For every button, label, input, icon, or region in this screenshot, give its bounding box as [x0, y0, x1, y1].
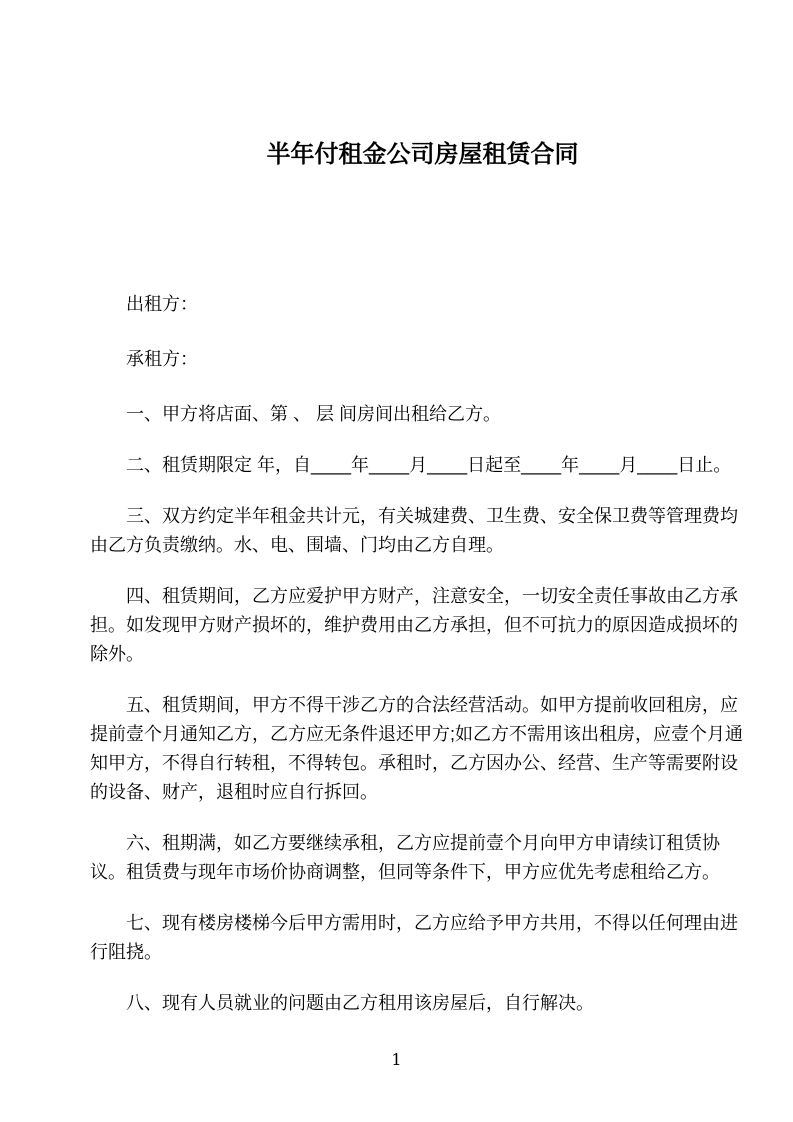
clause-3: 三、双方约定半年租金共计元，有关城建费、卫生费、安全保卫费等管理费均由乙方负责缴纳。水、电、围墙、门均由乙方自理。 [90, 506, 738, 555]
lessor-line: 出租方： [126, 294, 198, 314]
clause-8: 八、现有人员就业的问题由乙方租用该房屋后，自行解决。 [126, 993, 594, 1013]
clause-4: 四、租赁期间，乙方应爱护甲方财产，注意安全，一切安全责任事故由乙方承担。如发现甲方财产损坏的，维护费用由乙方承担，但不可抗力的原因造成损坏的除外。 [90, 586, 738, 664]
clause-5: 五、租赁期间，甲方不得干涉乙方的合法经营活动。如甲方提前收回租房，应提前壹个月通知乙方，乙方应无条件退还甲方;如乙方不需用该出租房，应壹个月通知甲方，不得自行转租，不得转包。承租时，乙方因办公、经营、生产等需要附设的设备、财产，退租时应自行拆回。 [90, 695, 743, 802]
clause-2: 二、租赁期限定 年，自____年____月____日起至____年____月____日止。 [126, 455, 732, 475]
lessee-line: 承租方： [126, 349, 198, 369]
clause-1: 一、甲方将店面、第 、 层 间房间出租给乙方。 [126, 404, 502, 424]
clause-7: 七、现有楼房楼梯今后甲方需用时，乙方应给予甲方共用，不得以任何理由进行阻挠。 [90, 913, 738, 962]
page-number: 1 [391, 1050, 402, 1069]
clause-6: 六、租期满，如乙方要继续承租，乙方应提前壹个月向甲方申请续订租赁协议。租赁费与现年市场价协商调整，但同等条件下，甲方应优先考虑租给乙方。 [90, 833, 720, 882]
document-title: 半年付租金公司房屋租赁合同 [266, 141, 579, 168]
